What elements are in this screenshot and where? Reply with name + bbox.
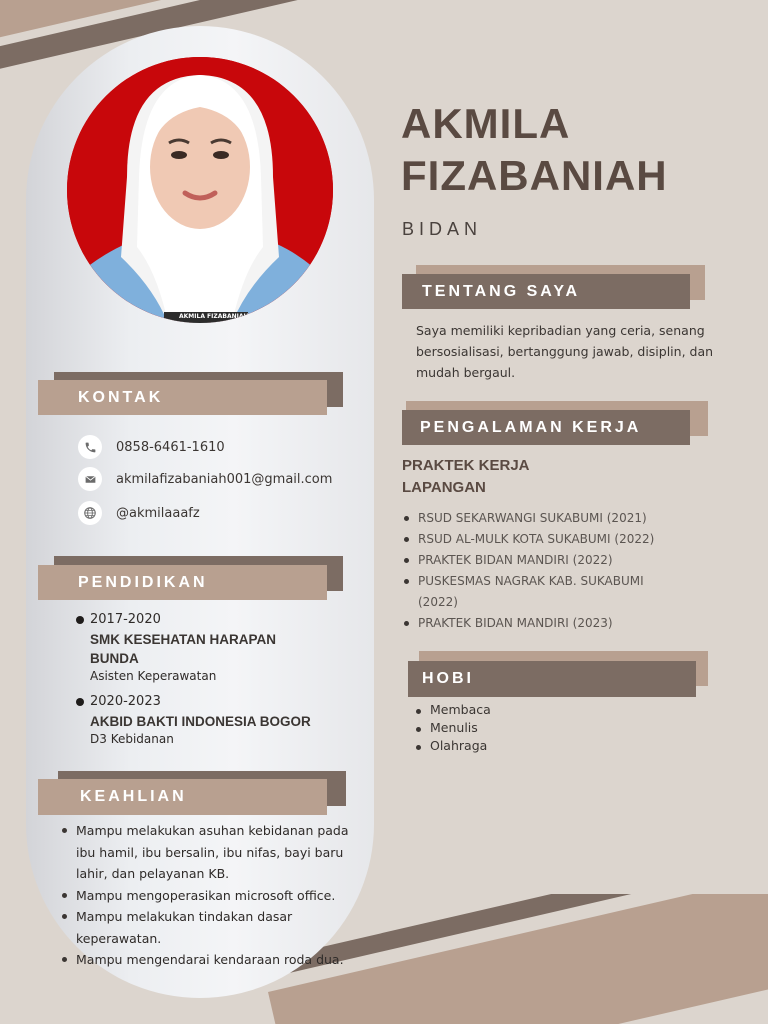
list-item: PRAKTEK BIDAN MANDIRI (2023) bbox=[402, 613, 702, 634]
contact-social bbox=[78, 501, 200, 525]
list-item: RSUD SEKARWANGI SUKABUMI (2021) bbox=[402, 508, 702, 529]
section-contact-title: KONTAK bbox=[78, 388, 164, 406]
experience-title bbox=[402, 455, 530, 499]
skills-list bbox=[60, 820, 365, 971]
phone-icon bbox=[78, 435, 102, 459]
experience-title-line1: PRAKTEK KERJA bbox=[402, 457, 530, 474]
phone-number: 0858-6461-1610 bbox=[116, 439, 225, 455]
list-item: Olahraga bbox=[414, 737, 491, 755]
list-item: PUSKESMAS NAGRAK KAB. SUKABUMI (2022) bbox=[402, 571, 662, 613]
list-item: Mampu melakukan asuhan kebidanan pada ibu hamil, ibu bersalin, ibu nifas, bayi baru lahir, dan pelayanan KB. bbox=[60, 820, 365, 885]
education-year: 2020-2023 bbox=[76, 692, 366, 712]
section-experience-title: PENGALAMAN KERJA bbox=[420, 418, 642, 436]
list-item: Menulis bbox=[414, 719, 491, 737]
list-item: PRAKTEK BIDAN MANDIRI (2022) bbox=[402, 550, 702, 571]
list-item: Mampu melakukan tindakan dasar keperawatan. bbox=[60, 906, 310, 949]
education-school: SMK KESEHATAN HARAPAN BUNDA bbox=[90, 632, 277, 666]
experience-list bbox=[402, 508, 702, 634]
list-item: Mampu mengoperasikan microsoft office. bbox=[60, 885, 365, 907]
section-hobbies-header bbox=[408, 651, 710, 698]
hobby-list bbox=[414, 701, 491, 755]
list-item: Mampu mengendarai kendaraan roda dua. bbox=[60, 949, 365, 971]
section-about-header bbox=[400, 265, 706, 310]
section-education-header bbox=[38, 556, 344, 601]
section-skills-title: KEAHLIAN bbox=[80, 788, 187, 805]
education-year: 2017-2020 bbox=[76, 610, 366, 630]
name-badge-text: AKMILA FIZABANIAH bbox=[179, 313, 249, 320]
profile-photo bbox=[67, 57, 333, 323]
experience-title-line2: LAPANGAN bbox=[402, 479, 486, 496]
section-hobbies-title: HOBI bbox=[422, 670, 474, 687]
list-item: Membaca bbox=[414, 701, 491, 719]
name-line1: AKMILA bbox=[401, 100, 571, 147]
contact-email bbox=[78, 467, 332, 491]
person-name bbox=[401, 98, 668, 202]
section-skills-header bbox=[38, 771, 348, 816]
education-item bbox=[76, 610, 366, 685]
job-role: BIDAN bbox=[402, 219, 483, 239]
education-school: AKBID BAKTI INDONESIA BOGOR bbox=[90, 714, 311, 729]
about-text: Saya memiliki kepribadian yang ceria, senang bersosialisasi, bertanggung jawab, disiplin, dan mudah bergaul. bbox=[416, 323, 714, 380]
globe-icon bbox=[78, 501, 102, 525]
education-major: Asisten Keperawatan bbox=[90, 669, 217, 683]
social-handle: @akmilaaafz bbox=[116, 505, 200, 521]
contact-phone bbox=[78, 435, 225, 459]
name-line2: FIZABANIAH bbox=[401, 152, 668, 199]
mail-icon bbox=[78, 467, 102, 491]
section-contact-header bbox=[38, 372, 344, 417]
section-experience-header bbox=[400, 401, 710, 446]
email-address: akmilafizabaniah001@gmail.com bbox=[116, 471, 333, 487]
section-education-title: PENDIDIKAN bbox=[78, 573, 208, 591]
education-item bbox=[76, 692, 366, 748]
education-major: D3 Kebidanan bbox=[90, 732, 174, 746]
list-item: RSUD AL-MULK KOTA SUKABUMI (2022) bbox=[402, 529, 702, 550]
section-about-title: TENTANG SAYA bbox=[422, 282, 581, 300]
